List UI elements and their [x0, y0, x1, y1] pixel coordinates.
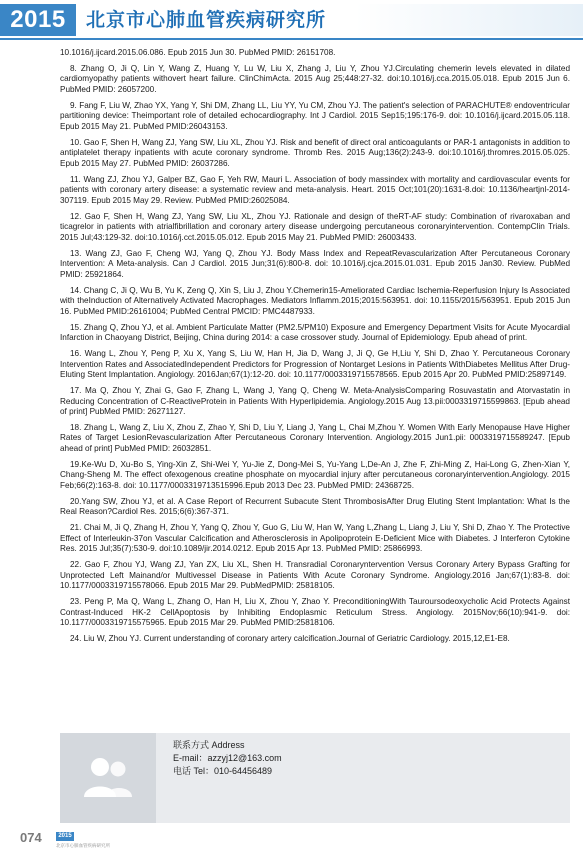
- avatar: [60, 733, 156, 823]
- reference-item: 20.Yang SW, Zhou YJ, et al. A Case Report of Recurrent Subacute Stent ThrombosisAfter Drug Eluting Stent Implantation: What Is the Real Reason?Cardiol Res. 2015;6(6):367-371.: [60, 496, 570, 517]
- header-title: 北京市心肺血管疾病研究所: [86, 9, 327, 31]
- reference-item: 11. Wang ZJ, Zhou YJ, Galper BZ, Gao F, Yeh RW, Mauri L. Association of body massindex with mortality and cardiovascular events for patients with coronary artery disease: a systematic review and meta-analysis. Heart. 2015 Oct;101(20):1631-8.doi: 10.1136/heartjnl-2014-307119. Epub 2015 May 29. Review. PubMed PMID:26025084.: [60, 174, 570, 205]
- reference-item: 13. Wang ZJ, Gao F, Cheng WJ, Yang Q, Zhou YJ. Body Mass Index and RepeatRevascularization After Percutaneous Coronary Intervention: A Meta-analysis. Can J Cardiol. 2015 Jun;31(6):800-8. doi: 10.1016/j.cjca.2015.01.031. Epub 2015 Jan30. Review. PubMed PMID: 25921864.: [60, 248, 570, 279]
- contact-details: [173, 739, 282, 778]
- reference-item: 9. Fang F, Liu W, Zhao YX, Yang Y, Shi DM, Zhang LL, Liu YY, Yu CM, Zhou YJ. The patient's selection of PARACHUTE® endoventricular partitioning device: Theimportant role of detailed echocardiography. Int J Cardiol. 2015 Sep15;195:176-9. doi: 10.1016/j.ijcard.2015.05.118. Epub 2015 May 21. PubMed PMID:26043153.: [60, 100, 570, 131]
- reference-item: 24. Liu W, Zhou YJ. Current understanding of coronary artery calcification.Journal of Geriatric Cardiology. 2015,12,E1-E8.: [70, 634, 510, 644]
- reference-item: 10. Gao F, Shen H, Wang ZJ, Yang SW, Liu XL, Zhou YJ. Risk and benefit of direct oral anticoagulants or PAR-1 antagonists in addition to antiplatelet therapy inpatients with acute coronary syndrome. Thromb Res. 2015 Aug;136(2):243-9. doi:10.1016/j.thromres.2015.05.025. Epub 2015 May 27. PubMed PMID: 26037286.: [60, 137, 570, 168]
- contact-email: E-mail：azzyj12@163.com: [173, 753, 282, 763]
- contact-box: [60, 733, 570, 823]
- reference-item: 12. Gao F, Shen H, Wang ZJ, Yang SW, Liu XL, Zhou YJ. Rationale and design of theRT-AF study: Combination of rivaroxaban and ticagrelor in patients with atrialfibrillation and coronary artery disease undergoing percutaneous coronaryintervention. ContempClin Trials. 2015 Jul;43:129-32. doi:10.1016/j.cct.2015.05.012. Epub 2015 May 21. PubMed PMID: 26003433.: [60, 211, 570, 242]
- reference-item: 22. Gao F, Zhou YJ, Wang ZJ, Yan ZX, Liu XL, Shen H. Transradial Coronaryntervention Versus Coronary Artery Bypass Grafting for Unprotected Left Mainand/or Multivessel Disease in Patients With Acute Coronary Syndrome. Angiology.2016 Jan;67(1):83-8. doi: 10.1177/0003319715578066. Epub 2015 Mar 29. PubMedPMID: 25818105.: [60, 560, 570, 591]
- header-divider: [0, 38, 583, 40]
- reference-item: 14. Chang C, Ji Q, Wu B, Yu K, Zeng Q, Xin S, Liu J, Zhou Y.Chemerin15-Ameliorated Cardiac Ischemia-Reperfusion Injury Is Associated with theInduction of Alternatively Activated Macrophages. Mediators Inflamm.2015;2015:563951. doi: 10.1155/2015/563951. Epub 2015 Jun 16. PubMed PMID:26161004; PubMed Central PMCID: PMC4487933.: [60, 285, 570, 316]
- footer-year-badge: 2015: [56, 832, 74, 841]
- reference-item: 16. Wang L, Zhou Y, Peng P, Xu X, Yang S, Liu W, Han H, Jia D, Wang J, Ji Q, Ge H,Liu Y, Shi D, Zhao Y. Percutaneous Coronary Intervention Rates and AssociatedIndependent Predictors for Progression of Nontarget Lesions in Patients WithDiabetes Mellitus After Drug-Eluting Stent Implantation. Angiology. 2016Jan;67(1):12-20. doi: 10.1177/0003319715578565. Epub 2015 Apr 20. PubMed PMID:25897149.: [60, 348, 570, 380]
- reference-item: 18. Zhang L, Wang Z, Liu X, Zhou Z, Zhao Y, Shi D, Liu Y, Liang J, Yang L, Chai M,Zhou Y. Women With Early Menopause Have Higher Rates of Target LesionRevascularization After Percutaneous Coronary Intervention. Angiology.2015 Jun1.pii: 0003319715589247. [Epub ahead of print] PubMed PMID: 26032851.: [60, 422, 570, 454]
- reference-list: [60, 48, 570, 650]
- people-icon: [80, 751, 136, 805]
- page-number: 074: [20, 830, 42, 845]
- page-header: [0, 0, 583, 42]
- header-year: 2015: [0, 4, 76, 36]
- reference-item: 17. Ma Q, Zhou Y, Zhai G, Gao F, Zhang L, Wang J, Yang Q, Cheng W. Meta-AnalysisComparing Rosuvastatin and Atorvastatin in Reducing Concentration of C-ReactiveProtein in Patients With Hyperlipidemia. Angiology.2015 Aug 13.pii:0003319715599863. [Epub ahead of print] PubMed PMID: 26271127.: [60, 385, 570, 417]
- footer-subtitle: 北京市心肺血管疾病研究所: [56, 843, 110, 848]
- reference-item: 8. Zhang O, Ji Q, Lin Y, Wang Z, Huang Y, Lu W, Liu X, Zhang J, Liu Y, Zhou YJ.Circulating chemerin levels elevated in dilated cardiomyopathy patients withovert heart failure. ClinChimActa. 2015 Aug 25;448:27-32. doi:10.1016/j.cca.2015.05.018. Epub 2015 Jun 6. PubMed PMID: 26057200.: [60, 63, 570, 94]
- reference-item: 15. Zhang Q, Zhou YJ, et al. Ambient Particulate Matter (PM2.5/PM10) Exposure and Emergency Department Visits for Acute Myocardial Infarction in Chaoyang District, Beijing, China during 2014: a case crossover study. Journal of Epidemiology. Epub ahead of print.: [60, 322, 570, 343]
- reference-item: 10.1016/j.ijcard.2015.06.086. Epub 2015 Jun 30. PubMed PMID: 26151708.: [60, 48, 336, 57]
- contact-phone: 电话 Tel：010-64456489: [173, 766, 273, 776]
- reference-item: 19.Ke-Wu D, Xu-Bo S, Ying-Xin Z, Shi-Wei Y, Yu-Jie Z, Dong-Mei S, Yu-Yang L,De-An J, Zhe F, Zhi-Ming Z, Hai-Long G, Zhen-Xian Y, Chang-Sheng M. The effect ofexogenous creatine phosphate on myocardial injury after percutaneous coronaryintervention.Angiology. 2015 Feb;66(2):163-8. doi: 10.1177/0003319713515996.Epub 2013 Dec 23. PubMed PMID: 24368725.: [60, 459, 570, 491]
- reference-item: 21. Chai M, Ji Q, Zhang H, Zhou Y, Yang Q, Zhou Y, Guo G, Liu W, Han W, Yang L,Zhang L, Liang J, Liu Y, Shi D, Zhao Y. The Protective Effect of Interleukin-37on Vascular Calcification and Atherosclerosis in Apolipoprotein E-Deficient Mice with Diabetes. J Interferon Cytokine Res. 2015 Jul;35(7):530-9. doi:10.1089/jir.2014.0212. Epub 2015 Apr 13. PubMed PMID: 25866993.: [60, 523, 570, 554]
- contact-heading: 联系方式 Address: [173, 740, 245, 750]
- reference-item: 23. Peng P, Ma Q, Wang L, Zhang O, Han H, Liu X, Zhou Y, Zhao Y. PreconditioningWith Tauroursodeoxycholic Acid Protects Against Contrast-Induced HK-2 CellApoptosis by Inhibiting Endoplasmic Reticulum Stress. Angiology. 2015Nov;66(10):941-9. doi: 10.1177/0003319715575965. Epub 2015 Mar 29. PubMed PMID:25818106.: [60, 597, 570, 628]
